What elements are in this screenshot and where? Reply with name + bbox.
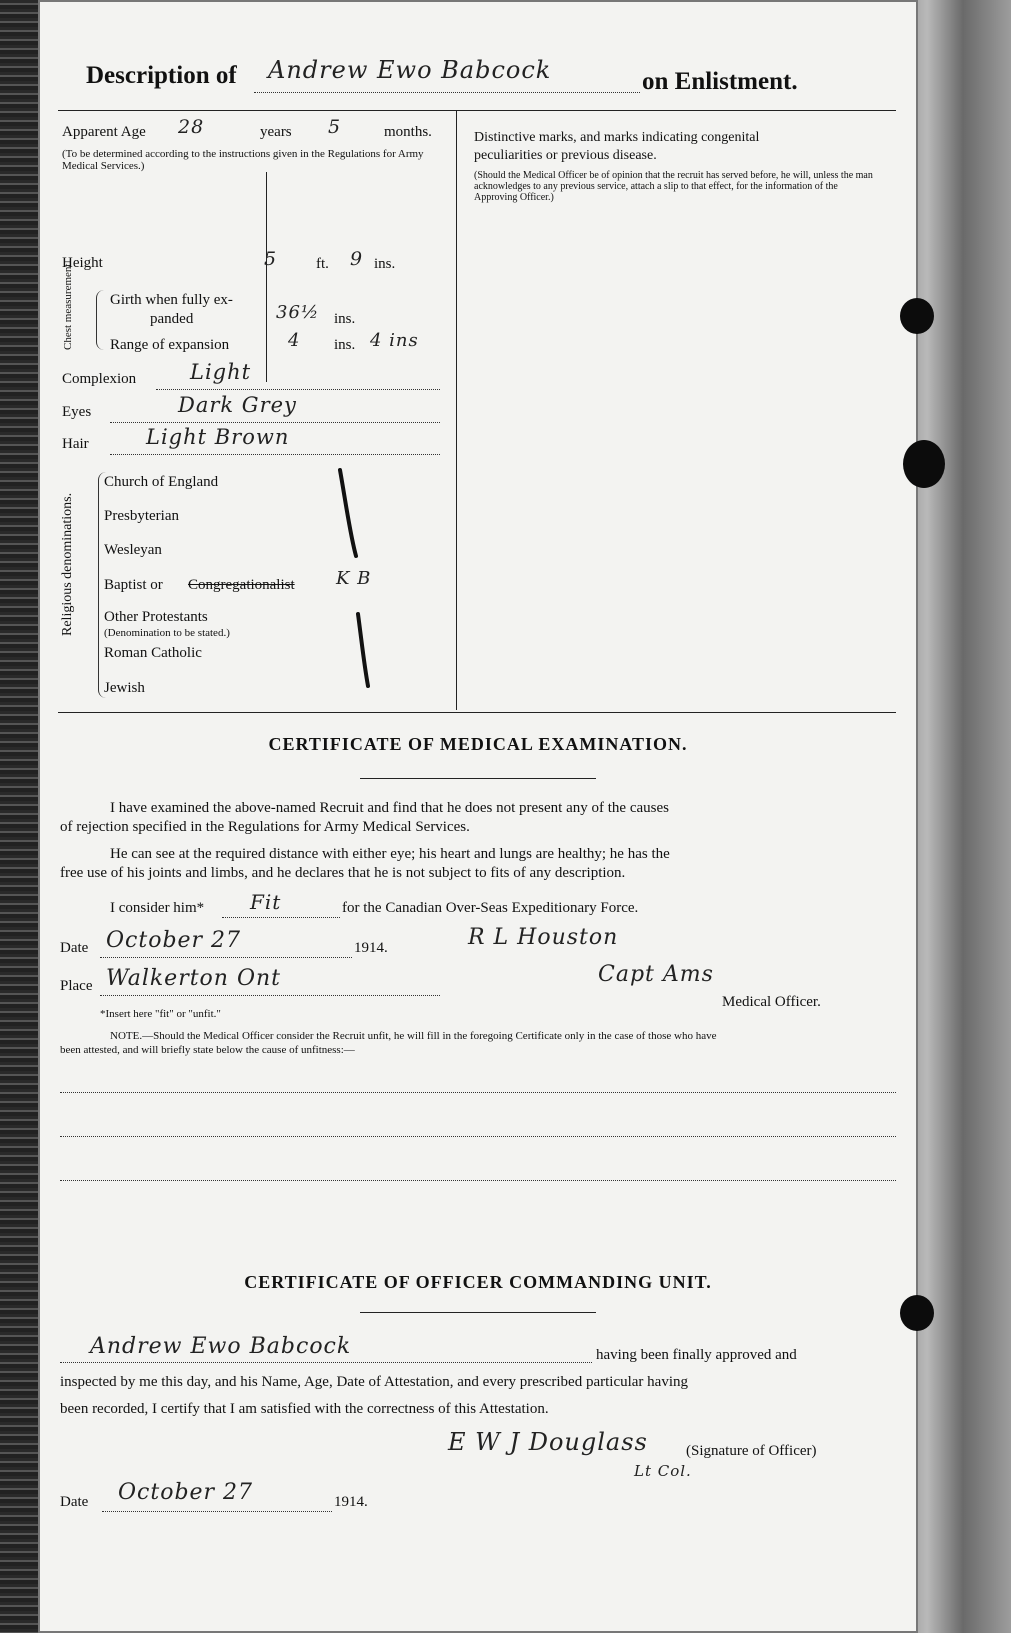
medical-para1-line1: I have examined the above-named Recruit and find that he does not present any of the causes — [110, 800, 669, 816]
hair-value: Light Brown — [146, 425, 290, 449]
complexion-label: Complexion — [62, 371, 137, 387]
denomination-note: (Denomination to be stated.) — [104, 627, 230, 639]
medical-para1-line2: of rejection specified in the Regulations for Army Medical Services. — [60, 819, 470, 835]
girth-value: 36½ — [276, 302, 320, 323]
title-suffix: on Enlistment. — [642, 68, 798, 95]
center-divider — [456, 110, 457, 710]
height-ft-value: 5 — [264, 248, 278, 270]
years-label: years — [260, 124, 292, 140]
commanding-date-value: October 27 — [118, 1480, 254, 1505]
commanding-signature-label: (Signature of Officer) — [686, 1443, 817, 1459]
range-ins-label: ins. — [334, 337, 356, 353]
chest-label: Chest measurement. — [62, 260, 74, 350]
girth-label-1: Girth when fully ex- — [110, 292, 233, 308]
eyes-value: Dark Grey — [178, 393, 297, 417]
age-years-value: 28 — [178, 116, 205, 138]
ft-label: ft. — [316, 256, 329, 272]
range-value: 4 — [288, 330, 301, 351]
height-in-value: 9 — [350, 248, 364, 270]
punch-hole — [900, 298, 934, 334]
medical-para2-line1: He can see at the required distance with either eye; his heart and lungs are healthy; he has the — [110, 846, 670, 862]
medical-date-year: 1914. — [354, 940, 388, 956]
commanding-line2: inspected by me this day, and his Name, Age, Date of Attestation, and every prescribed particular having — [60, 1374, 689, 1390]
marks-label-2: peculiarities or previous disease. — [474, 148, 657, 163]
commanding-date-dotted-line — [102, 1511, 332, 1512]
consider-dotted-line — [222, 917, 340, 918]
commanding-heading: CERTIFICATE OF OFFICER COMMANDING UNIT. — [244, 1272, 712, 1292]
commanding-date-label: Date — [60, 1494, 89, 1510]
consider-label: I consider him* — [110, 900, 205, 916]
commanding-signature-rank: Lt Col. — [634, 1462, 692, 1480]
religion-value: K B — [336, 568, 372, 589]
months-label: months. — [384, 124, 432, 140]
commanding-name-dotted-line — [60, 1362, 592, 1363]
religion-baptist: Baptist or — [104, 577, 163, 593]
age-months-value: 5 — [328, 116, 342, 138]
complexion-value: Light — [190, 360, 252, 384]
religion-wesleyan: Wesleyan — [104, 542, 162, 558]
insert-note: *Insert here "fit" or "unfit." — [100, 1008, 221, 1020]
eyes-dotted-line — [110, 422, 440, 423]
place-value: Walkerton Ont — [106, 966, 282, 991]
range-label: Range of expansion — [110, 337, 230, 353]
recruit-name: Andrew Ewo Babcock — [268, 56, 552, 84]
medical-signature: R L Houston — [468, 925, 619, 950]
attestation-page — [38, 0, 918, 1633]
eyes-label: Eyes — [62, 404, 92, 420]
title-prefix: Description of — [86, 62, 237, 89]
chest-brace — [96, 290, 105, 350]
marks-note: (Should the Medical Officer be of opinion that the recruit has served before, he will, unless the man acknowledges to any previous service, attach a slip to that effect, for the information of the Approving Officer.) — [474, 170, 873, 203]
note-line2: been attested, and will briefly state below the cause of unfitness:— — [60, 1044, 355, 1056]
commanding-line3: been recorded, I certify that I am satisfied with the correctness of this Attestation. — [60, 1401, 549, 1417]
commanding-date-year: 1914. — [334, 1494, 368, 1510]
religion-church-of-england: Church of England — [104, 474, 219, 490]
ins-label: ins. — [374, 256, 396, 272]
medical-date-value: October 27 — [106, 928, 242, 953]
hair-label: Hair — [62, 436, 89, 452]
commanding-heading-rule — [360, 1312, 596, 1313]
consider-value: Fit — [250, 890, 282, 914]
girth-ins-label: ins. — [334, 311, 356, 327]
hair-dotted-line — [110, 454, 440, 455]
punch-hole — [903, 440, 945, 488]
height-label: Height — [62, 255, 103, 271]
religion-jewish: Jewish — [104, 680, 145, 696]
apparent-age-label: Apparent Age — [62, 124, 146, 140]
medical-date-label: Date — [60, 940, 89, 956]
age-note: (To be determined according to the instructions given in the Regulations for Army Medical Services.) — [62, 148, 424, 172]
section-rule — [58, 712, 896, 713]
unfitness-line — [60, 1180, 896, 1181]
medical-officer-label: Medical Officer. — [722, 994, 821, 1010]
religion-congregationalist: Congregationalist — [188, 577, 295, 593]
note-line1: NOTE.—Should the Medical Officer consider the Recruit unfit, he will fill in the foregoing Certificate only in the case of those who have — [110, 1030, 717, 1042]
place-label: Place — [60, 978, 93, 994]
religion-presbyterian: Presbyterian — [104, 508, 179, 524]
complexion-dotted-line — [156, 389, 440, 390]
punch-hole — [900, 1295, 934, 1331]
medical-heading-rule — [360, 778, 596, 779]
commanding-line1-suffix: having been finally approved and — [596, 1347, 797, 1363]
commanding-name-value: Andrew Ewo Babcock — [90, 1334, 352, 1359]
religion-pen-strokes — [328, 464, 408, 694]
consider-suffix: for the Canadian Over-Seas Expeditionary Force. — [342, 900, 639, 916]
girth-label-2: panded — [150, 311, 194, 327]
commanding-signature: E W J Douglass — [448, 1428, 648, 1456]
medical-para2-line2: free use of his joints and limbs, and he declares that he is not subject to fits of any description. — [60, 865, 626, 881]
medical-date-dotted-line — [100, 957, 352, 958]
medical-rank: Capt Ams — [598, 962, 714, 987]
range-extra-value: 4 ins — [370, 330, 419, 351]
place-dotted-line — [100, 995, 440, 996]
top-rule — [58, 110, 896, 111]
religion-other-protestants: Other Protestants — [104, 609, 208, 625]
marks-label-1: Distinctive marks, and marks indicating congenital — [474, 130, 760, 145]
name-dotted-line — [254, 92, 640, 93]
religion-roman-catholic: Roman Catholic — [104, 645, 202, 661]
religion-label: Religious denominations. — [60, 492, 75, 636]
medical-heading: CERTIFICATE OF MEDICAL EXAMINATION. — [268, 734, 688, 754]
measure-divider — [266, 172, 267, 382]
unfitness-line — [60, 1092, 896, 1093]
unfitness-line — [60, 1136, 896, 1137]
